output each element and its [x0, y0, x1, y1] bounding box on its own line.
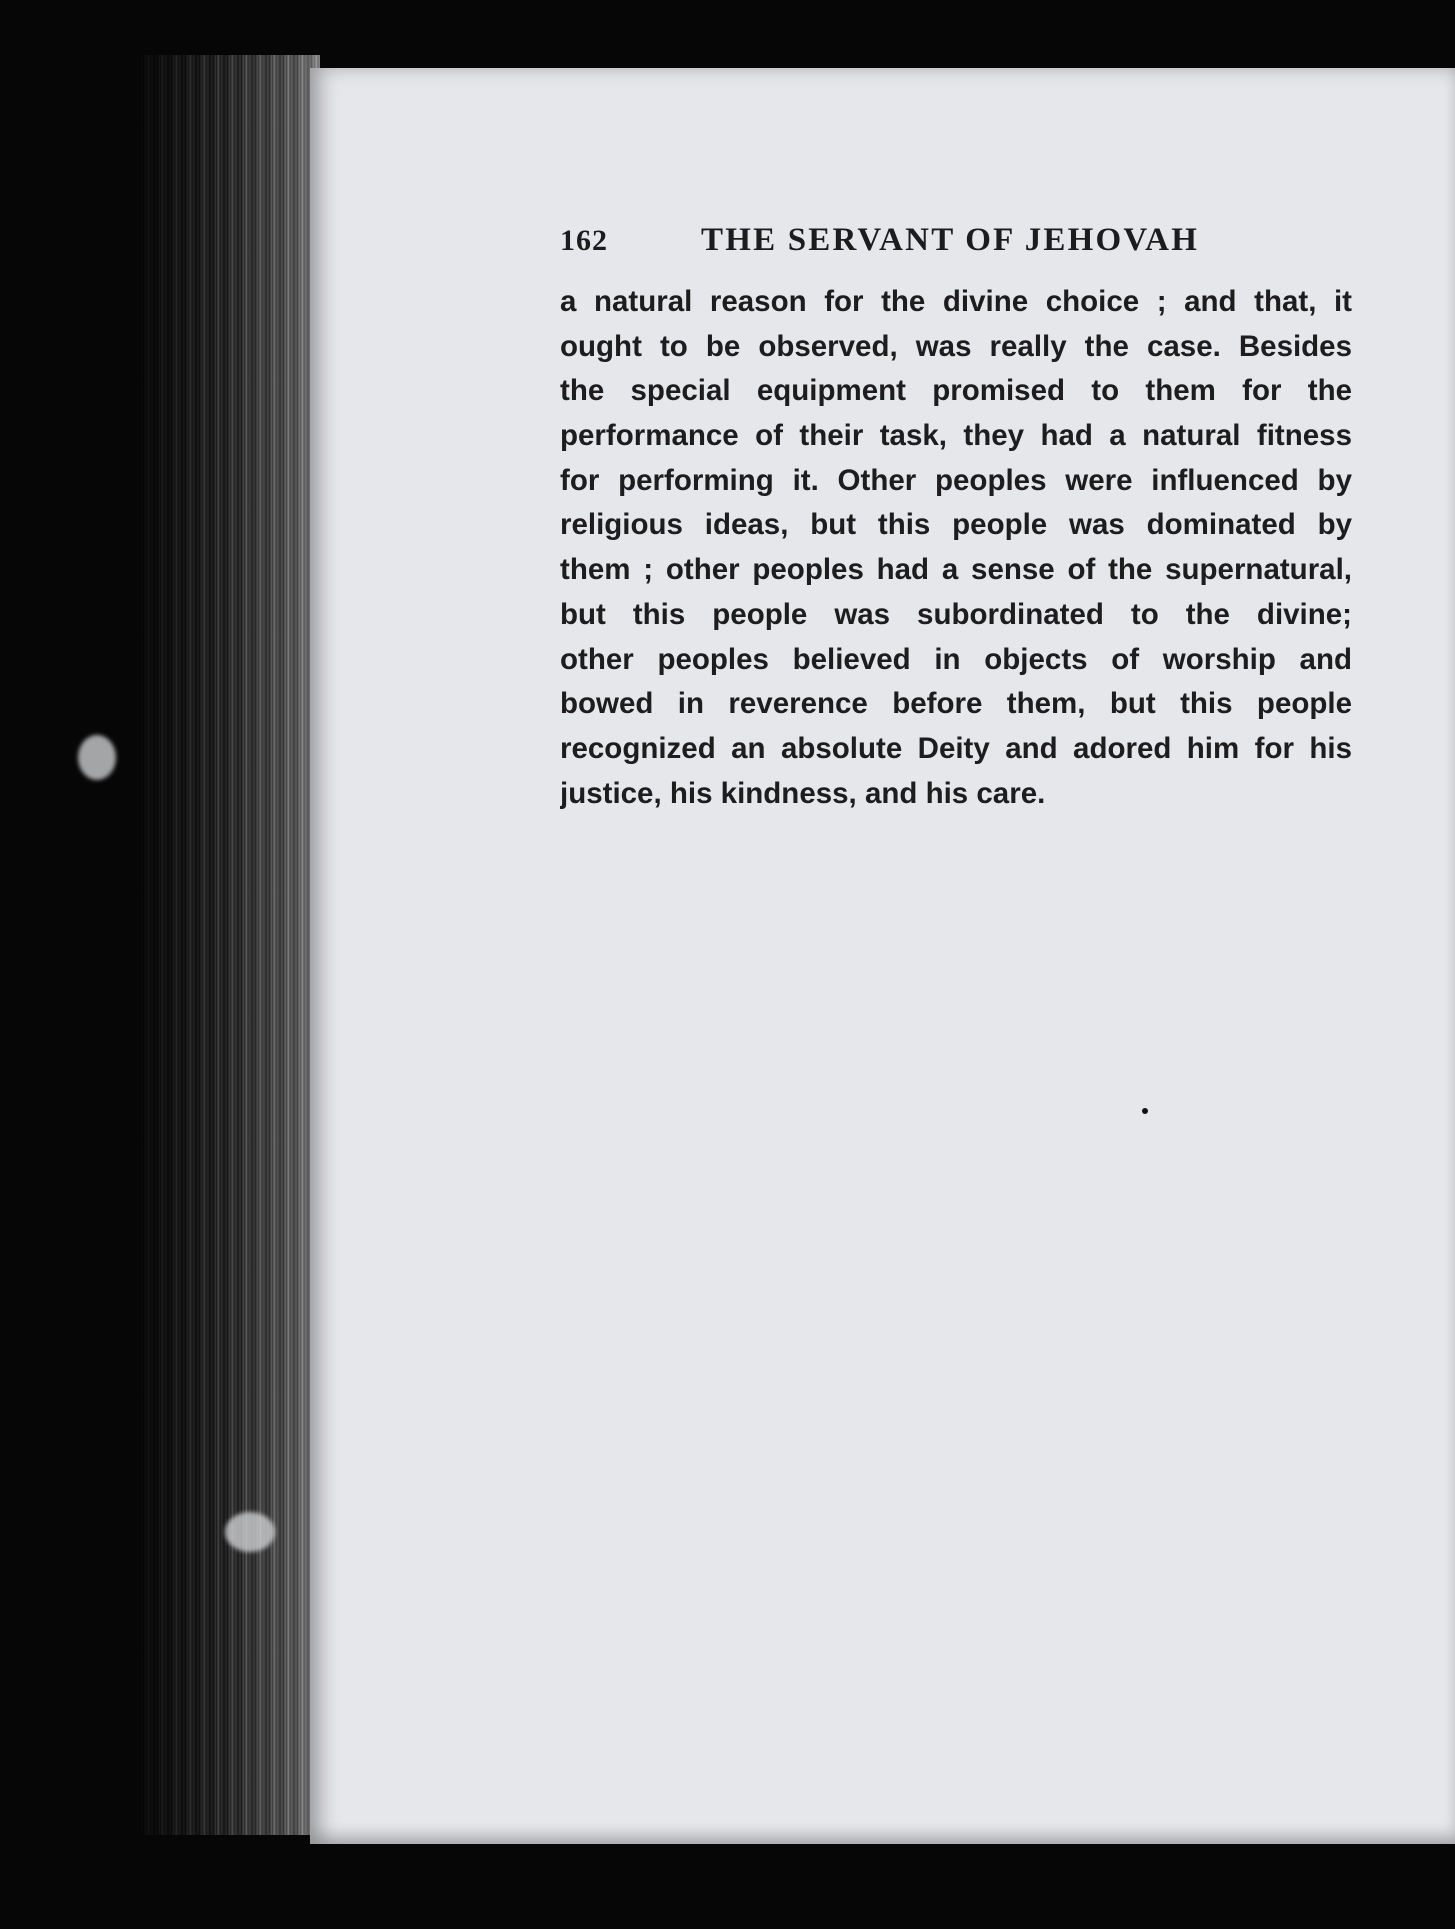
page-number: 162 [560, 224, 608, 257]
body-text [560, 280, 1352, 816]
ink-speck [1142, 1108, 1148, 1114]
text-line: them ; other peoples had a sense of the supernatural, [560, 553, 1352, 587]
text-line: performance of their task, they had a natural fitness [560, 419, 1352, 453]
text-line: a natural reason for the divine choice ; and that, it [560, 285, 1352, 318]
text-line: justice, his kindness, and his care. [560, 776, 1046, 810]
page-edges [140, 55, 320, 1835]
running-head [560, 222, 1352, 266]
text-line: recognized an absolute Deity and adored him for his [560, 731, 1352, 765]
text-line: other peoples believed in objects of worship and [560, 642, 1352, 676]
running-title: THE SERVANT OF JEHOVAH [701, 222, 1200, 258]
edge-smudge [78, 735, 116, 780]
text-line: bowed in reverence before them, but this people [560, 687, 1352, 721]
text-line: ought to be observed, was really the case. Besides [560, 329, 1352, 363]
text-line: but this people was subordinated to the divine; [560, 597, 1352, 631]
text-line: the special equipment promised to them for the [560, 374, 1352, 408]
text-line: for performing it. Other peoples were influenced by [560, 463, 1352, 497]
text-line: religious ideas, but this people was dominated by [560, 508, 1352, 542]
edge-smudge [225, 1512, 275, 1552]
